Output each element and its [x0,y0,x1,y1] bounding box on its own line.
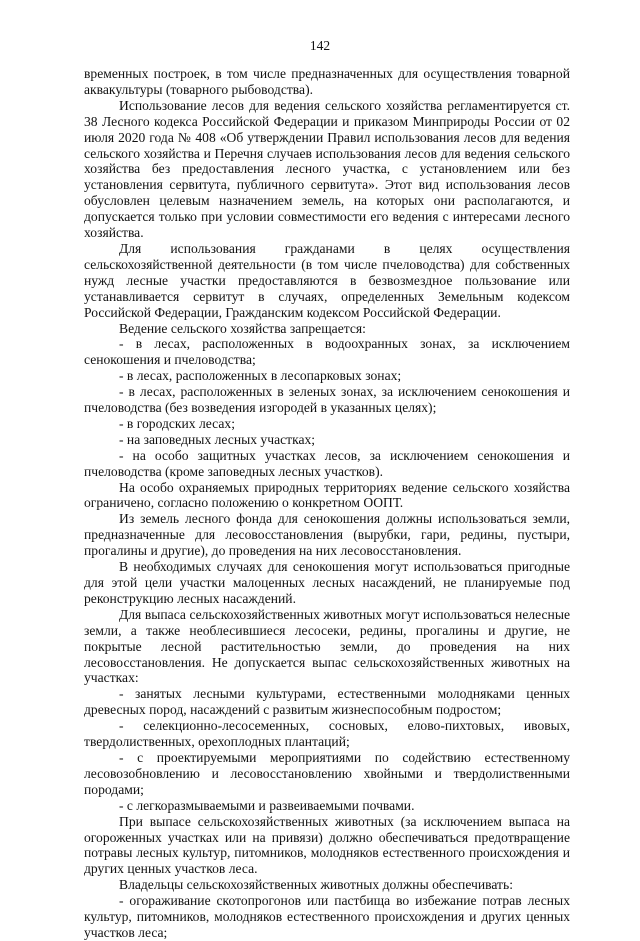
paragraph: Использование лесов для ведения сельского хозяйства регламентируется ст. 38 Лесного кодекса Российской Федерации и приказом Минприроды России от 02 июля 2020 года № 408 «Об утверждении Правил использования лесов для ведения сельского хозяйства и Перечня случаев использования лесов для ведения сельского хозяйства без предоставления лесного участка, с установлением или без установления сервитута, публичного сервитута». Этот вид использования лесов обусловлен целевым назначением земель, на которых они располагаются, и допускается только при условии совместимости его ведения с интересами лесного хозяйства. [84,97,570,241]
paragraph: Из земель лесного фонда для сенокошения должны использоваться земли, предназначенные для лесовосстановления (вырубки, гари, редины, пустыри, прогалины и другие), до проведения на них лесовосстановления. [84,511,570,559]
list-item: - огораживание скотопрогонов или пастбища во избежание потрав лесных культур, питомников, молодняков естественного происхождения и других ценных участков леса; [84,893,570,940]
list-item: - с легкоразмываемыми и развеиваемыми почвами. [119,797,415,813]
list-item: - на особо защитных участках лесов, за исключением сенокошения и пчеловодства (кроме заповедных лесных участков). [84,447,570,479]
list-item: - в городских лесах; [119,415,235,431]
paragraph: Для выпаса сельскохозяйственных животных могут использоваться нелесные земли, а также необлесившиеся лесосеки, редины, прогалины и другие, не покрытые лесной растительностью земли, до проведения на них лесовосстановления. Не допускается выпас сельскохозяйственных животных на участках: [84,606,570,686]
paragraph: Владельцы сельскохозяйственных животных должны обеспечивать: [119,877,513,893]
list-item: - в лесах, расположенных в лесопарковых зонах; [119,368,402,384]
paragraph: Для использования гражданами в целях осуществления сельскохозяйственной деятельности (в том числе пчеловодства) для собственных нужд лесные участки предоставляются в безвозмездное пользование или устанавливается сервитут в случаях, определенных Земельным кодексом Российской Федерации, Гражданским кодексом Российской Федерации. [84,240,570,320]
list-item: - в лесах, расположенных в зеленых зонах, за исключением сенокошения и пчеловодства (без возведения изгородей в указанных целях); [84,384,570,416]
body-text [84,66,570,941]
list-item: - в лесах, расположенных в водоохранных зонах, за исключением сенокошения и пчеловодства; [84,336,570,368]
paragraph: Ведение сельского хозяйства запрещается: [119,320,366,336]
list-item: - селекционно-лесосеменных, сосновых, елово-пихтовых, ивовых, твердолиственных, орехоплодных плантаций; [84,718,570,750]
paragraph: временных построек, в том числе предназначенных для осуществления товарной аквакультуры (товарного рыбоводства). [84,66,570,97]
list-item: - занятых лесными культурами, естественными молодняками ценных древесных пород, насаждений с развитым жизнеспособным подростом; [84,686,570,718]
list-item: - с проектируемыми мероприятиями по содействию естественному лесовозобновлению и лесовосстановлению хвойными и твердолиственными породами; [84,749,570,797]
page-number: 142 [309,38,331,53]
list-item: - на заповедных лесных участках; [119,431,316,447]
paragraph: На особо охраняемых природных территориях ведение сельского хозяйства ограничено, согласно положению о конкретном ООПТ. [84,479,570,511]
paragraph: При выпасе сельскохозяйственных животных (за исключением выпаса на огороженных участках или на привязи) должно обеспечиваться предотвращение потравы лесных культур, питомников, молодняков естественного происхождения и других ценных участков леса. [84,813,570,877]
paragraph: В необходимых случаях для сенокошения могут использоваться пригодные для этой цели участки малоценных лесных насаждений, не планируемые под реконструкцию лесных насаждений. [84,559,570,606]
